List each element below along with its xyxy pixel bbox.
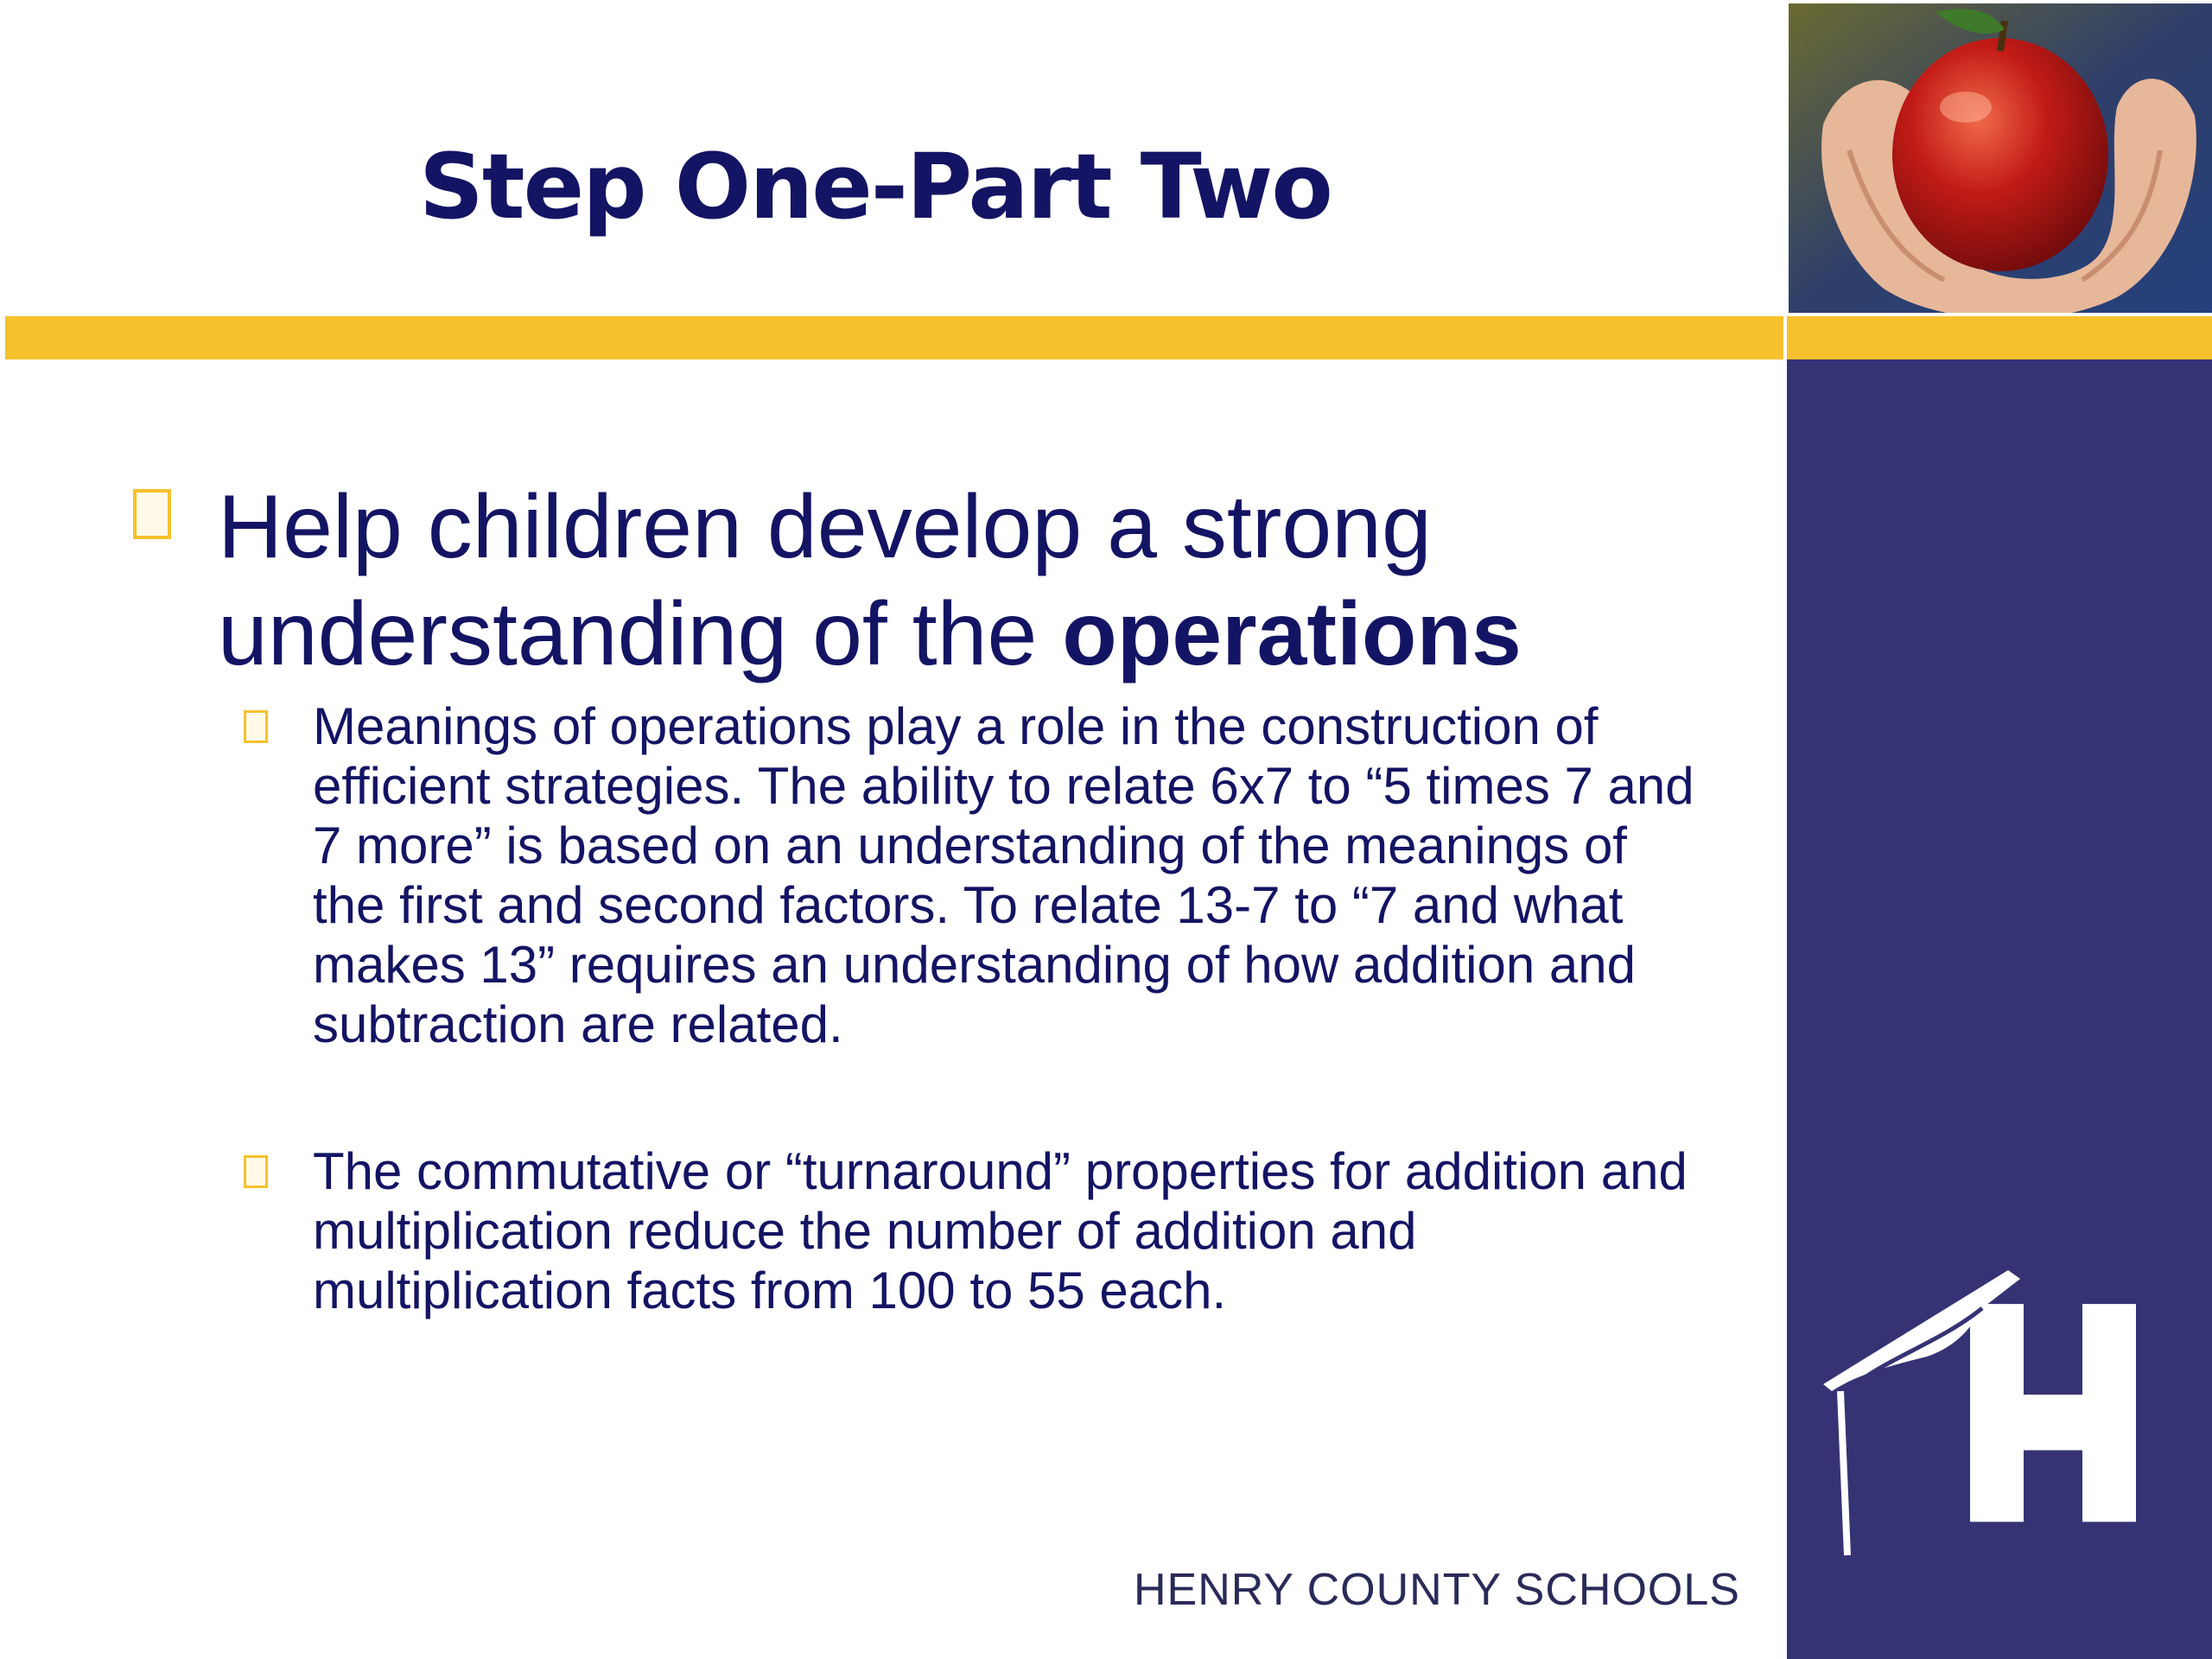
footer-school-name: HENRY COUNTY SCHOOLS — [1134, 1565, 1740, 1615]
sub-bullet-1: Meanings of operations play a role in the construction of efficient strategies. The ability to relate 6x7 to “5 times 7 and 7 more” is based on an understanding of the meanings of the first and second factors. To relate 13-7 to “7 and what makes 13” requires an understanding of how addition and subtraction are related. — [313, 697, 1694, 1053]
apple-in-hands-photo — [1789, 3, 2212, 313]
square-bullet-icon — [244, 1155, 268, 1188]
slide-title: Step One-Part Two — [419, 134, 1332, 239]
accent-bar — [5, 316, 2212, 359]
square-bullet-icon — [133, 489, 171, 539]
graduation-cap-h-logo — [1823, 1270, 2169, 1581]
main-bullet-text-bold: operations — [1062, 584, 1522, 684]
main-bullet-text-regular: Help children develop a strong understanding of the — [218, 477, 1432, 684]
main-bullet-text — [218, 474, 1687, 688]
square-bullet-icon — [244, 710, 268, 743]
sub-bullet-2: The commutative or “turnaround” properties for addition and multiplication reduce the number of addition and multiplication facts from 100 to 55 each. — [313, 1142, 1688, 1319]
